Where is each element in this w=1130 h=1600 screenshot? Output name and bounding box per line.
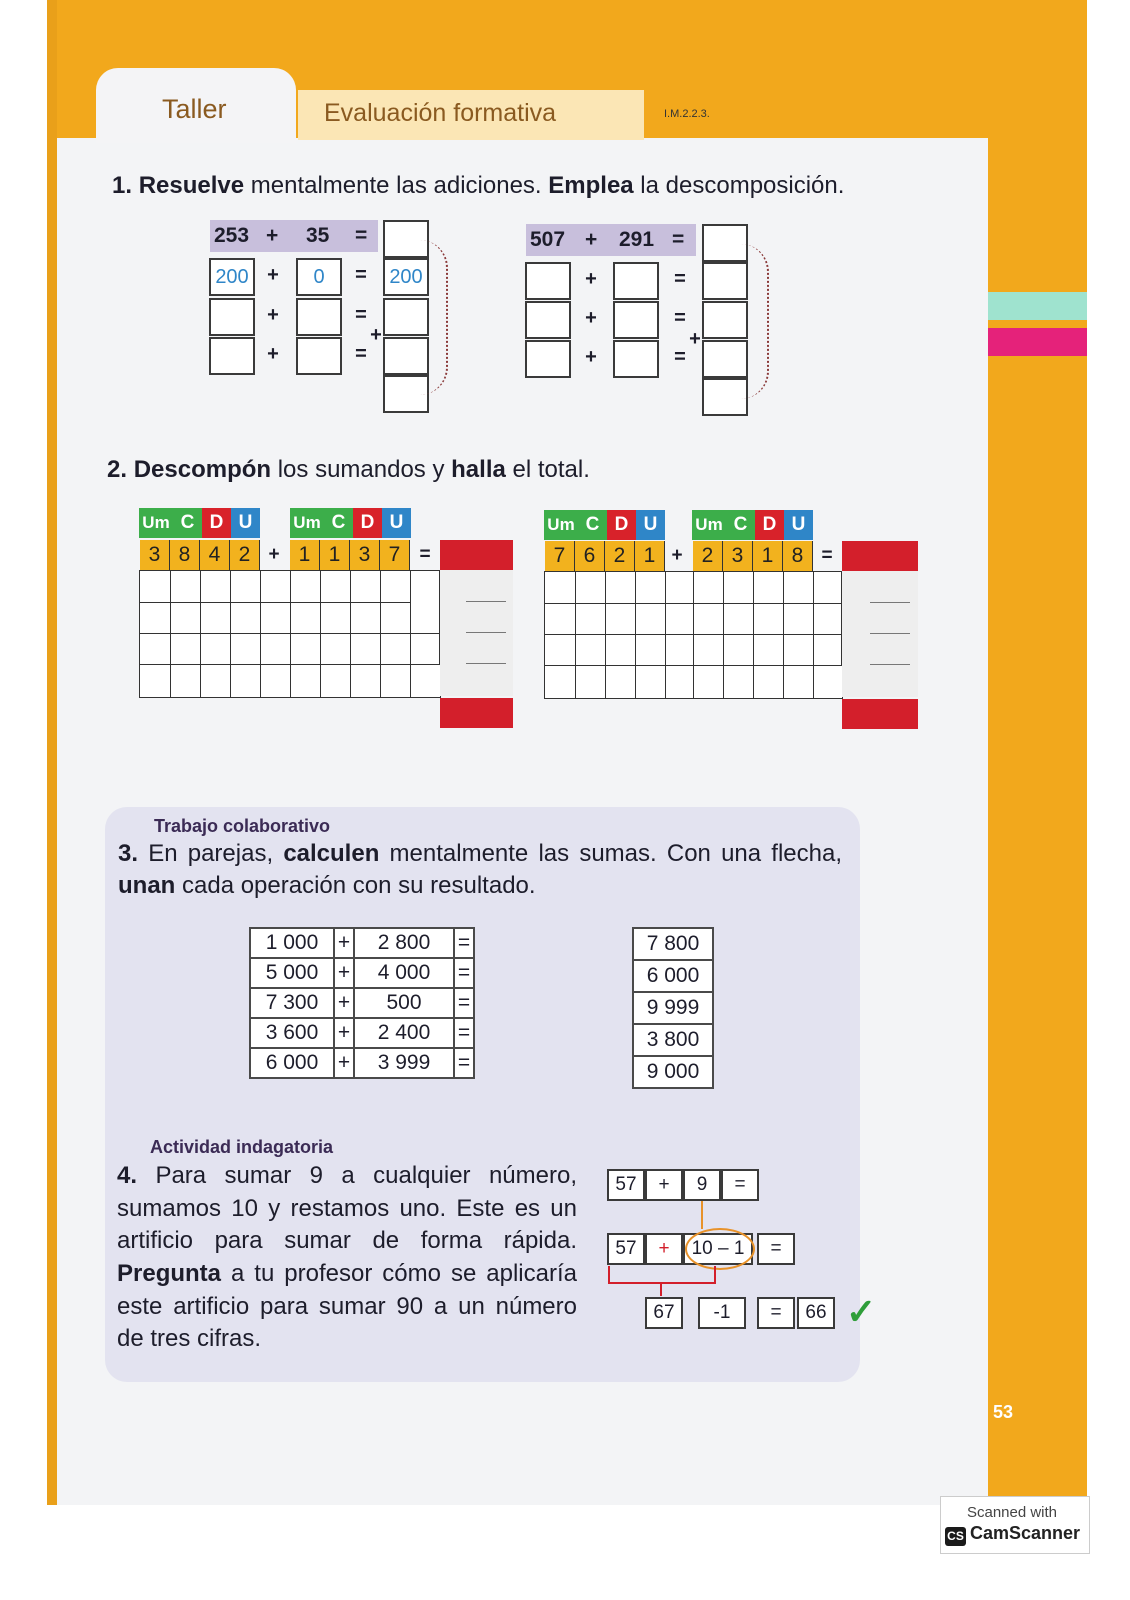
dotted-arrow-left [420,240,448,395]
digit: 1 [635,541,665,571]
bracket-line [608,1266,716,1284]
header-d: D [755,510,784,540]
result-cell[interactable]: 9 000 [633,1056,713,1088]
equals-sign: = [821,545,833,566]
header-u: U [784,510,813,540]
header-c: C [173,508,202,538]
answer-line [466,663,506,664]
equals-sign[interactable]: = [454,1048,474,1078]
equals-sign[interactable]: = [454,928,474,958]
digit: 2 [230,540,260,570]
plus-sign: + [689,328,701,350]
answer-line [870,664,910,665]
check-icon: ✓ [846,1291,877,1332]
table-row [633,1024,713,1056]
q4-r3-result: 66 [797,1297,835,1329]
q3-label: Trabajo colaborativo [154,816,331,836]
table-row [633,960,713,992]
header-u: U [382,508,411,538]
camscanner-logo-icon: CS [945,1527,966,1546]
digit: 1 [753,541,783,571]
q1-left-b: 35 [306,224,330,247]
q1-left-r2a[interactable] [209,298,255,336]
q4-r2-op: + [645,1233,683,1265]
q1-right-r3b[interactable] [613,340,659,378]
q4-r1-eq: = [721,1169,759,1201]
q2-instruction: 2. Descompón los sumandos y halla el total. [107,456,590,483]
scanner-line1: Scanned with [966,1504,1058,1521]
header-c: C [578,510,607,540]
q3-instruction: 3. En parejas, calculen mentalmente las sumas. Con una flecha, unan cada operación con su resultado. [118,840,843,900]
digit: 1 [320,540,350,570]
green-stripe [988,292,1087,320]
q4-r1-op: + [645,1169,683,1201]
table-row [250,928,474,958]
table-row [633,1056,713,1088]
q1-left-r3b[interactable] [296,337,342,375]
answer-line [466,632,506,633]
q3-results-table [632,927,714,1089]
q3-operations-table [249,927,475,1079]
answer-line [870,633,910,634]
q4-label: Actividad indagatoria [150,1137,334,1157]
sum-header-red [440,540,513,570]
page-number: 53 [993,1402,1014,1422]
q1-left-r1b[interactable]: 0 [296,258,342,296]
sum-total-red[interactable] [842,699,918,729]
pink-stripe [988,328,1087,356]
plus-sign: + [268,544,280,565]
digit: 7 [380,540,410,570]
sum-total-red[interactable] [440,698,513,728]
q4-r2-eq: = [757,1233,795,1265]
q1-right-r1b[interactable] [613,262,659,300]
q1-right-a: 507 [530,228,566,251]
q1-left-r1c[interactable]: 200 [383,258,429,296]
digit: 8 [170,540,200,570]
q4-r3-a: 67 [645,1297,683,1329]
q1-left-eq: = [355,224,368,247]
table-row [633,992,713,1024]
header-u: U [231,508,260,538]
q4-r2-b: 10 – 1 [683,1233,753,1265]
equals-sign[interactable]: = [454,1018,474,1048]
q1-right-plus: + [585,228,598,251]
digit: 2 [605,541,635,571]
equals-sign[interactable]: = [454,958,474,988]
table-row [250,988,474,1018]
operand: 3 999 [354,1048,454,1078]
equals-sign: = [355,264,367,286]
q1-left-r3a[interactable] [209,337,255,375]
digit: 7 [545,541,575,571]
orange-left-edge [47,0,57,1505]
scanner-line2: CamScanner [970,1523,1081,1543]
digit: 1 [290,540,320,570]
q1-right-eq: = [672,228,685,251]
q4-r1-b: 9 [683,1169,721,1201]
plus-sign: + [334,1018,354,1048]
digit: 6 [575,541,605,571]
table-row [250,1048,474,1078]
operand: 2 400 [354,1018,454,1048]
operand: 4 000 [354,958,454,988]
q1-right-r2b[interactable] [613,301,659,339]
header-d: D [202,508,231,538]
header-u: U [636,510,665,540]
plus-sign: + [267,264,279,286]
equals-sign: = [355,343,367,365]
digit: 8 [783,541,813,571]
header-c: C [726,510,755,540]
q1-right-r3a[interactable] [525,340,571,378]
q1-left-a: 253 [214,224,250,247]
q1-right-r1a[interactable] [525,262,571,300]
operand: 7 300 [250,988,334,1018]
plus-sign: + [334,928,354,958]
operand: 6 000 [250,1048,334,1078]
q1-left-r1a[interactable]: 200 [209,258,255,296]
q4-r2-a: 57 [607,1233,645,1265]
table-row [633,928,713,960]
operand: 2 800 [354,928,454,958]
plus-sign: + [334,1048,354,1078]
equals-sign: = [674,268,686,290]
digit: 3 [140,540,170,570]
q2-left-sum-column[interactable] [440,570,513,696]
header-um: Um [290,508,324,538]
equals-sign: = [674,346,686,368]
q4-r3-eq: = [757,1297,795,1329]
answer-line [870,602,910,603]
curriculum-code: I.M.2.2.3. [664,108,710,120]
operand: 5 000 [250,958,334,988]
q2-right-sum-column[interactable] [842,571,918,697]
q1-instruction: 1. Resuelve mentalmente las adiciones. Emplea la descomposición. [112,172,845,199]
bracket-stem [660,1282,662,1296]
digit: 4 [200,540,230,570]
q4-r3-b: -1 [698,1297,746,1329]
q4-instruction: 4. Para sumar 9 a cualquier número, sumamos 10 y restamos uno. Este es un artificio para sumar de forma rápida. Pregunta a tu profesor cómo se aplicaría este artificio para sumar 90 a un número de tres cifras. [117,1162,577,1353]
operand: 3 600 [250,1018,334,1048]
header-um: Um [692,510,726,540]
plus-sign: + [267,343,279,365]
q4-r1-a: 57 [607,1169,645,1201]
table-row [250,958,474,988]
result-cell[interactable]: 6 000 [633,960,713,992]
tab-evaluacion-label: Evaluación formativa [324,99,557,127]
operand: 1 000 [250,928,334,958]
q1-left-plus: + [266,224,279,247]
equals-sign: = [674,307,686,329]
q2-left-grid[interactable] [139,570,441,698]
header-d: D [353,508,382,538]
q1-left-r2b[interactable] [296,298,342,336]
result-cell[interactable]: 9 999 [633,992,713,1024]
tab-taller-label: Taller [162,94,227,124]
result-cell[interactable]: 7 800 [633,928,713,960]
digit: 3 [350,540,380,570]
q2-right-grid[interactable] [544,571,843,699]
equals-sign: = [419,544,431,565]
digit: 2 [693,541,723,571]
plus-sign: + [585,307,597,329]
plus-sign: + [585,268,597,290]
plus-sign: + [370,324,382,346]
equals-sign: = [355,304,367,326]
plus-sign: + [585,346,597,368]
header-c: C [324,508,353,538]
sum-header-red [842,541,918,571]
arrow-down-icon [701,1201,703,1229]
plus-sign: + [267,304,279,326]
plus-sign: + [334,958,354,988]
equals-sign[interactable]: = [454,988,474,1018]
q1-right-r2a[interactable] [525,301,571,339]
q1-right-b: 291 [619,228,655,251]
plus-sign: + [334,988,354,1018]
table-row [250,1018,474,1048]
operand: 500 [354,988,454,1018]
header-um: Um [139,508,173,538]
header-um: Um [544,510,578,540]
dotted-arrow-right [741,244,769,399]
result-cell[interactable]: 3 800 [633,1024,713,1056]
highlight-oval [685,1228,755,1270]
plus-sign: + [671,545,683,566]
digit: 3 [723,541,753,571]
answer-line [466,601,506,602]
header-d: D [607,510,636,540]
